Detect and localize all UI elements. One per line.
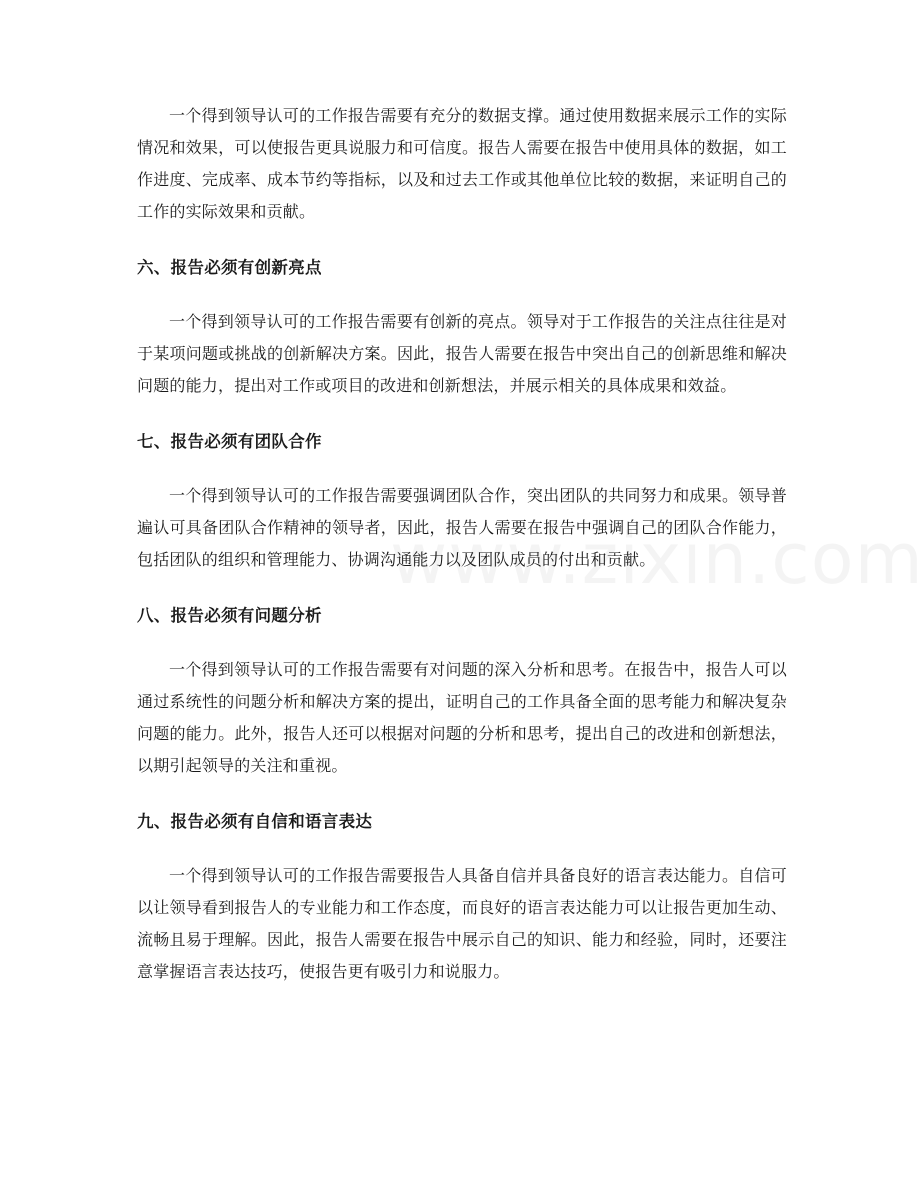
document-body [137, 100, 787, 988]
heading-section-9: 九、报告必须有自信和语言表达 [137, 812, 373, 831]
paragraph-section-9: 一个得到领导认可的工作报告需要报告人具备自信并具备良好的语言表达能力。自信可以让领导看到报告人的专业能力和工作态度，而良好的语言表达能力可以让报告更加生动、流畅且易于理解。因此，报告人需要在报告中展示自己的知识、能力和经验，同时，还要注意掌握语言表达技巧，使报告更有吸引力和说服力。 [137, 866, 787, 981]
heading-section-8: 八、报告必须有问题分析 [137, 606, 322, 625]
paragraph-section-6: 一个得到领导认可的工作报告需要有创新的亮点。领导对于工作报告的关注点往往是对于某项问题或挑战的创新解决方案。因此，报告人需要在报告中突出自己的创新思维和解决问题的能力，提出对工作或项目的改进和创新想法，并展示相关的具体成果和效益。 [137, 312, 787, 395]
paragraph-section-8: 一个得到领导认可的工作报告需要有对问题的深入分析和思考。在报告中，报告人可以通过系统性的问题分析和解决方案的提出，证明自己的工作具备全面的思考能力和解决复杂问题的能力。此外，报告人还可以根据对问题的分析和思考，提出自己的改进和创新想法，以期引起领导的关注和重视。 [137, 660, 787, 775]
paragraph-section-7: 一个得到领导认可的工作报告需要强调团队合作，突出团队的共同努力和成果。领导普遍认可具备团队合作精神的领导者，因此，报告人需要在报告中强调自己的团队合作能力，包括团队的组织和管理能力、协调沟通能力以及团队成员的付出和贡献。 [137, 486, 787, 569]
paragraph-data-support: 一个得到领导认可的工作报告需要有充分的数据支撑。通过使用数据来展示工作的实际情况和效果，可以使报告更具说服力和可信度。报告人需要在报告中使用具体的数据，如工作进度、完成率、成本节约等指标，以及和过去工作或其他单位比较的数据，来证明自己的工作的实际效果和贡献。 [137, 106, 787, 221]
heading-section-7: 七、报告必须有团队合作 [137, 432, 322, 451]
heading-section-6: 六、报告必须有创新亮点 [137, 258, 322, 277]
